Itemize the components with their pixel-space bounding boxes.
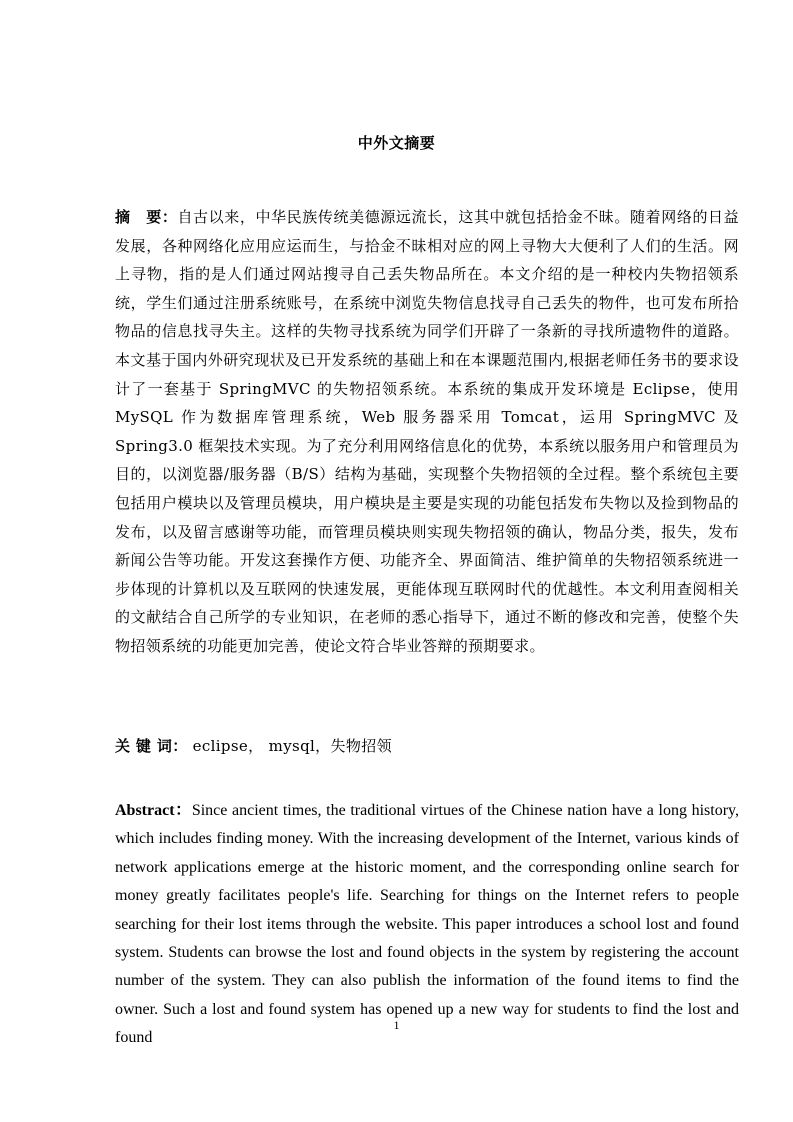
- chinese-keywords-text: eclipse， mysql，失物招领: [187, 737, 392, 755]
- english-abstract: [115, 797, 739, 1053]
- chinese-abstract-text: 自古以来，中华民族传统美德源远流长，这其中就包括拾金不昧。随着网络的日益发展，各种网络化应用应运而生，与拾金不昧相对应的网上寻物大大便利了人们的生活。网上寻物，指的是人们通过网站搜寻自己丢失物品所在。本文介绍的是一种校内失物招领系统，学生们通过注册系统账号，在系统中浏览失物信息找寻自己丢失的物件，也可发布所拾物品的信息找寻失主。这样的失物寻找系统为同学们开辟了一条新的寻找所遗物件的道路。本文基于国内外研究现状及已开发系统的基础上和在本课题范围内,根据老师任务书的要求设计了一套基于 SpringMVC 的失物招领系统。本系统的集成开发环境是 Eclipse，使用 MySQL 作为数据库管理系统，Web 服务器采用 Tomcat，运用 SpringMVC 及 Spring3.0 框架技术实现。为了充分利用网络信息化的优势，本系统以服务用户和管理员为目的，以浏览器/服务器（B/S）结构为基础，实现整个失物招领的全过程。整个系统包主要包括用户模块以及管理员模块，用户模块是主要是实现的功能包括发布失物以及捡到物品的发布，以及留言感谢等功能，而管理员模块则实现失物招领的确认，物品分类，报失，发布新闻公告等功能。开发这套操作方便、功能齐全、界面简洁、维护简单的失物招领系统进一步体现的计算机以及互联网的快速发展，更能体现互联网时代的优越性。本文利用查阅相关的文献结合自己所学的专业知识，在老师的悉心指导下，通过不断的修改和完善，使整个失物招领系统的功能更加完善，使论文符合毕业答辩的预期要求。: [115, 208, 740, 655]
- page-number: 1: [393, 1018, 400, 1032]
- chinese-abstract: [115, 203, 739, 661]
- english-abstract-label: Abstract：: [115, 802, 192, 819]
- chinese-abstract-label: 摘 要：: [115, 208, 178, 226]
- chinese-keywords-label: 关 键 词：: [115, 737, 188, 755]
- chinese-keywords: [115, 733, 739, 759]
- page-title: 中外文摘要: [357, 134, 436, 152]
- english-abstract-text: Since ancient times, the traditional virtues of the Chinese nation have a long history, which includes finding money. With the increasing development of the Internet, various kinds of network applications emerge at the historic moment, and the corresponding online search for money greatly facilitates people's life. Searching for things on the Internet refers to people searching for their lost items through the website. This paper introduces a school lost and found system. Students can browse the lost and found objects in the system by registering the account number of the system. They can also publish the information of the found items to find the owner. Such a lost and found system has opened up a new way for students to find the lost and found: [115, 802, 739, 1047]
